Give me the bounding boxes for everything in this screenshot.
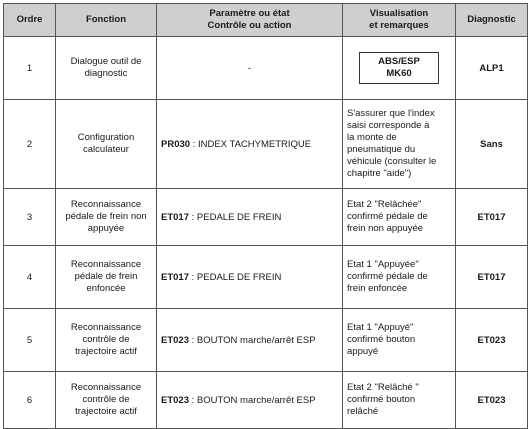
cell-ordre: 4 bbox=[4, 246, 56, 309]
header-visualisation bbox=[343, 4, 456, 37]
param-code: PR030 bbox=[161, 138, 191, 150]
vis-line: frein enfoncée bbox=[347, 283, 408, 294]
param-code: ET023 bbox=[161, 334, 189, 346]
cell-ordre: 3 bbox=[4, 189, 56, 246]
header-parametre bbox=[157, 4, 343, 37]
cell-param bbox=[157, 309, 343, 372]
cell-param bbox=[157, 372, 343, 429]
table-row bbox=[4, 372, 528, 429]
param-label: : INDEX TACHYMETRIQUE bbox=[190, 138, 312, 150]
header-parametre-line1: Paramètre ou état bbox=[209, 8, 290, 19]
cell-visualisation bbox=[343, 372, 456, 429]
cell-diagnostic: ET017 bbox=[456, 246, 528, 309]
vis-line: Etat 1 "Appuyée" bbox=[347, 259, 419, 270]
param-label: : PEDALE DE FREIN bbox=[189, 271, 282, 283]
table-row bbox=[4, 309, 528, 372]
ecu-label-box bbox=[359, 52, 439, 84]
vis-line: confirmé pédale de bbox=[347, 271, 428, 282]
param-code: ET017 bbox=[161, 271, 189, 283]
cell-visualisation bbox=[343, 100, 456, 189]
header-visualisation-line1: Visualisation bbox=[369, 8, 429, 19]
vis-line: confirmé pédale de bbox=[347, 211, 428, 222]
fonction-line: pédale de frein non bbox=[65, 211, 147, 222]
vis-line: véhicule (consulter le bbox=[347, 156, 437, 167]
param-label: : PEDALE DE FREIN bbox=[189, 211, 282, 223]
fonction-line: calculateur bbox=[83, 144, 129, 155]
ecu-label-line: ABS/ESP bbox=[378, 56, 420, 67]
cell-visualisation bbox=[343, 189, 456, 246]
cell-visualisation bbox=[343, 246, 456, 309]
header-parametre-line2: Contrôle ou action bbox=[207, 20, 292, 31]
cell-param bbox=[157, 246, 343, 309]
cell-ordre: 6 bbox=[4, 372, 56, 429]
vis-line: Etat 2 "Relâchée" bbox=[347, 199, 422, 210]
fonction-line: Reconnaissance bbox=[70, 322, 142, 333]
cell-param: - bbox=[157, 37, 343, 100]
header-fonction: Fonction bbox=[56, 4, 157, 37]
header-visualisation-line2: et remarques bbox=[369, 20, 429, 31]
param-code: ET023 bbox=[161, 394, 189, 406]
vis-line: Etat 1 "Appuyé" bbox=[347, 322, 414, 333]
vis-line: pneumatique du bbox=[347, 144, 416, 155]
cell-diagnostic: ET023 bbox=[456, 309, 528, 372]
fonction-line: Reconnaissance bbox=[70, 199, 142, 210]
vis-line: relâché bbox=[347, 406, 379, 417]
vis-line: saisi corresponde à bbox=[347, 120, 430, 131]
header-row bbox=[4, 4, 528, 37]
vis-line: appuyé bbox=[347, 346, 379, 357]
cell-ordre: 1 bbox=[4, 37, 56, 100]
vis-line: confirmé bouton bbox=[347, 394, 416, 405]
table-row bbox=[4, 189, 528, 246]
vis-line: chapitre "aide") bbox=[347, 168, 412, 179]
fonction-line: enfoncée bbox=[86, 283, 126, 294]
cell-visualisation bbox=[343, 309, 456, 372]
cell-diagnostic: ALP1 bbox=[456, 37, 528, 100]
cell-diagnostic: ET017 bbox=[456, 189, 528, 246]
cell-ordre: 2 bbox=[4, 100, 56, 189]
fonction-line: contrôle de bbox=[82, 334, 130, 345]
table-row bbox=[4, 37, 528, 100]
cell-fonction bbox=[56, 100, 157, 189]
cell-fonction bbox=[56, 372, 157, 429]
vis-line: confirmé bouton bbox=[347, 334, 416, 345]
cell-param bbox=[157, 100, 343, 189]
header-ordre: Ordre bbox=[4, 4, 56, 37]
cell-diagnostic: Sans bbox=[456, 100, 528, 189]
cell-fonction bbox=[56, 246, 157, 309]
header-diagnostic: Diagnostic bbox=[456, 4, 528, 37]
fonction-line: trajectoire actif bbox=[75, 406, 137, 417]
fonction-line: diagnostic bbox=[84, 68, 128, 79]
fonction-line: contrôle de bbox=[82, 394, 130, 405]
cell-ordre: 5 bbox=[4, 309, 56, 372]
table-row bbox=[4, 100, 528, 189]
param-label: : BOUTON marche/arrêt ESP bbox=[189, 394, 316, 406]
cell-fonction bbox=[56, 309, 157, 372]
fonction-line: Reconnaissance bbox=[70, 382, 142, 393]
table-row bbox=[4, 246, 528, 309]
ecu-label-line: MK60 bbox=[386, 68, 412, 79]
vis-line: frein non appuyée bbox=[347, 223, 424, 234]
vis-line: Etat 2 "Relâché " bbox=[347, 382, 419, 393]
fonction-line: Dialogue outil de bbox=[70, 56, 142, 67]
cell-param bbox=[157, 189, 343, 246]
fonction-line: appuyée bbox=[87, 223, 125, 234]
param-code: ET017 bbox=[161, 211, 189, 223]
fonction-line: Reconnaissance bbox=[70, 259, 142, 270]
cell-visualisation bbox=[343, 37, 456, 100]
param-label: : BOUTON marche/arrêt ESP bbox=[189, 334, 316, 346]
fonction-line: Configuration bbox=[77, 132, 135, 143]
diagnostic-table bbox=[3, 3, 528, 429]
cell-diagnostic: ET023 bbox=[456, 372, 528, 429]
fonction-line: trajectoire actif bbox=[75, 346, 137, 357]
fonction-line: pédale de frein bbox=[74, 271, 138, 282]
cell-fonction bbox=[56, 37, 157, 100]
cell-fonction bbox=[56, 189, 157, 246]
vis-line: S'assurer que l'index bbox=[347, 108, 435, 119]
vis-line: la monte de bbox=[347, 132, 397, 143]
